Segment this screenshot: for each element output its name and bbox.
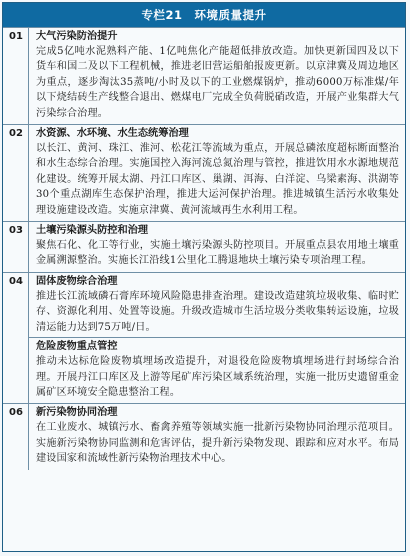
feature-box bbox=[2, 2, 406, 552]
section-body: 在工业废水、城镇污水、畜禽养殖等领域实施一批新污染物协同治理示范项目。实施新污染物协同监测和危害评估，提升新污染物发现、跟踪和应对水平。布局建设国家和流域性新污染物治理技术中心。 bbox=[36, 422, 399, 465]
section-03 bbox=[3, 221, 405, 272]
section-content bbox=[29, 125, 405, 221]
section-body: 以长江、黄河、珠江、淮河、松花江等流域为重点，开展总磷浓度超标断面整治和水生态综合治理。实施国控入海河流总氮治理与管控，推进饮用水水源地规范化建设。统筹开展太湖、丹江口库区、巢湖、洱海、白洋淀、乌梁素海、洪湖等30个重点湖库生态保护治理，推进大运河保护治理。推进城镇生活污水收集处理设施建设改造。实施京津冀、黄河流域再生水利用工程。 bbox=[36, 143, 399, 216]
section-content bbox=[29, 222, 405, 272]
section-02 bbox=[3, 124, 405, 221]
section-number: 03 bbox=[3, 222, 29, 272]
section-body: 聚焦石化、化工等行业，实施土壤污染源头防控项目。开展重点县农用地土壤重金属溯源整治。实施长江沿线1公里化工腾退地块土壤污染专项治理工程。 bbox=[36, 240, 399, 267]
subsection-heading: 危险废物重点管控 bbox=[36, 341, 118, 353]
box-title: 专栏21 环境质量提升 bbox=[3, 3, 405, 27]
section-body: 完成5亿吨水泥熟料产能、1亿吨焦化产能超低排放改造。加快更新国四及以下货车和国二及以下工程机械，推进老旧营运船舶报废更新。以京津冀及周边地区为重点，逐步淘汰35蒸吨/小时及以下的工业燃煤锅炉，推动6000万标准煤/年以下烧结砖生产线整合退出、燃煤电厂完成全负荷脱硝改造，开展产业集群大气污染综合治理。 bbox=[36, 46, 399, 119]
section-04 bbox=[3, 272, 405, 403]
section-number: 02 bbox=[3, 125, 29, 221]
section-06 bbox=[3, 403, 405, 469]
section-number: 06 bbox=[3, 404, 29, 469]
section-number: 04 bbox=[3, 273, 29, 403]
section-body: 推进长江流域磷石膏库环境风险隐患排查治理。建设改造建筑垃圾收集、临时贮存、资源化利用、处置等设施。升级改造城市生活垃圾分类收集转运设施，垃圾清运能力达到75万吨/日。 bbox=[36, 290, 399, 333]
section-heading: 水资源、水环境、水生态统筹治理 bbox=[36, 128, 189, 140]
section-heading: 大气污染防治提升 bbox=[36, 31, 118, 42]
section-heading: 固体废物综合治理 bbox=[36, 275, 118, 287]
section-heading: 土壤污染源头防控和治理 bbox=[36, 225, 149, 237]
section-content bbox=[29, 273, 405, 403]
subsection bbox=[36, 340, 399, 400]
section-content bbox=[29, 28, 405, 124]
section-content bbox=[29, 404, 405, 469]
subsection-divider bbox=[29, 337, 405, 338]
section-number: 01 bbox=[3, 28, 29, 124]
section-01 bbox=[3, 27, 405, 124]
subsection-body: 推动未达标危险废物填埋场改造提升，对退役危险废物填埋场进行封场综合治理。开展丹江口库区及上游等尾矿库污染区域系统治理，实施一批历史遗留重金属矿区环境安全隐患整治工程。 bbox=[36, 356, 399, 398]
section-heading: 新污染物协同治理 bbox=[36, 407, 118, 419]
